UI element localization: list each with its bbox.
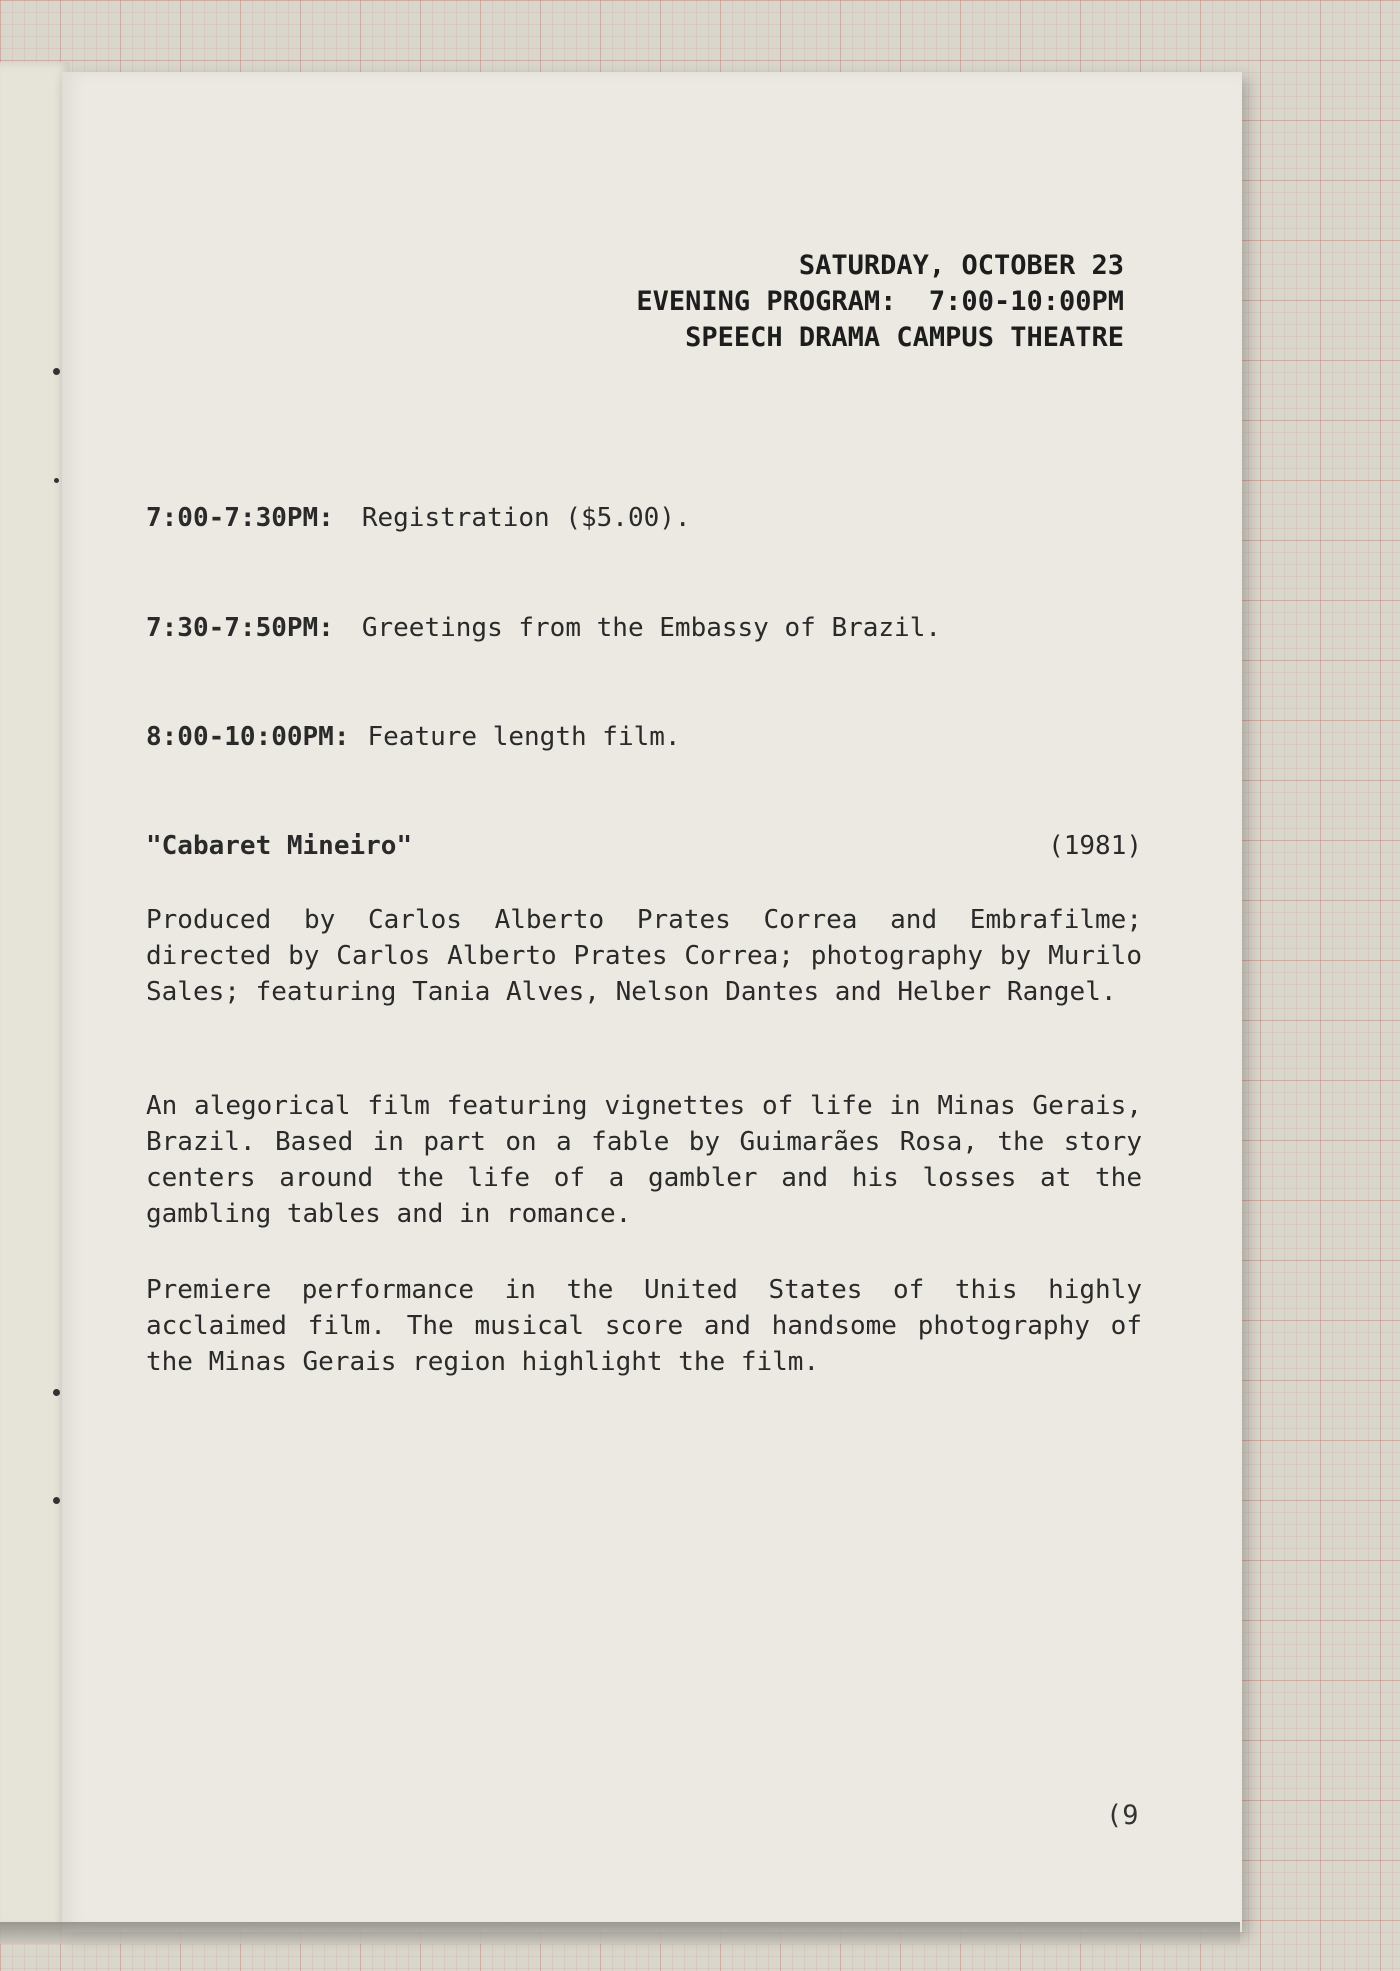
film-title-row: [146, 828, 1142, 864]
film-credits: Produced by Carlos Alberto Prates Correa and Embrafilme; directed by Carlos Alberto Prates Correa; photography by Murilo Sales; featuring Tania Alves, Nelson Dantes and Helber Rangel.: [146, 905, 1142, 1007]
schedule-desc: Registration ($5.00).: [361, 503, 691, 533]
page-edge-shadow: [0, 1922, 1240, 1944]
binding-dot: [53, 1497, 60, 1504]
film-title: "Cabaret Mineiro": [146, 831, 413, 861]
schedule-time: 7:30-7:50PM:: [146, 613, 334, 643]
film-year: (1981): [1048, 831, 1142, 861]
film-synopsis: An alegorical film featuring vignettes of life in Minas Gerais, Brazil. Based in part on a fable by Guimarães Rosa, the story centers around the life of a gambler and his losses at the gambling tables and in romance.: [146, 1091, 1142, 1229]
schedule-time: 8:00-10:00PM:: [146, 722, 350, 752]
binding-dot: [53, 368, 60, 375]
page-header: [636, 248, 1124, 356]
schedule-desc: Greetings from the Embassy of Brazil.: [361, 613, 942, 643]
header-venue: SPEECH DRAMA CAMPUS THEATRE: [685, 322, 1124, 353]
document-page: [62, 72, 1242, 1932]
binding-dot: [53, 1389, 60, 1396]
schedule-time: 7:00-7:30PM:: [146, 503, 334, 533]
header-program: EVENING PROGRAM: 7:00-10:00PM: [636, 286, 1124, 317]
schedule-item-greetings: [146, 610, 1142, 646]
schedule-desc: Feature length film.: [367, 722, 681, 752]
underlying-page: [0, 62, 70, 1928]
schedule-item-film: [146, 719, 1142, 755]
film-premiere: Premiere performance in the United States of this highly acclaimed film. The musical score and handsome photography of the Minas Gerais region highlight the film.: [146, 1275, 1142, 1377]
binding-dot: [54, 478, 59, 483]
schedule-item-registration: [146, 500, 1142, 536]
page-number: (9: [1106, 1800, 1139, 1831]
header-date: SATURDAY, OCTOBER 23: [798, 250, 1124, 281]
